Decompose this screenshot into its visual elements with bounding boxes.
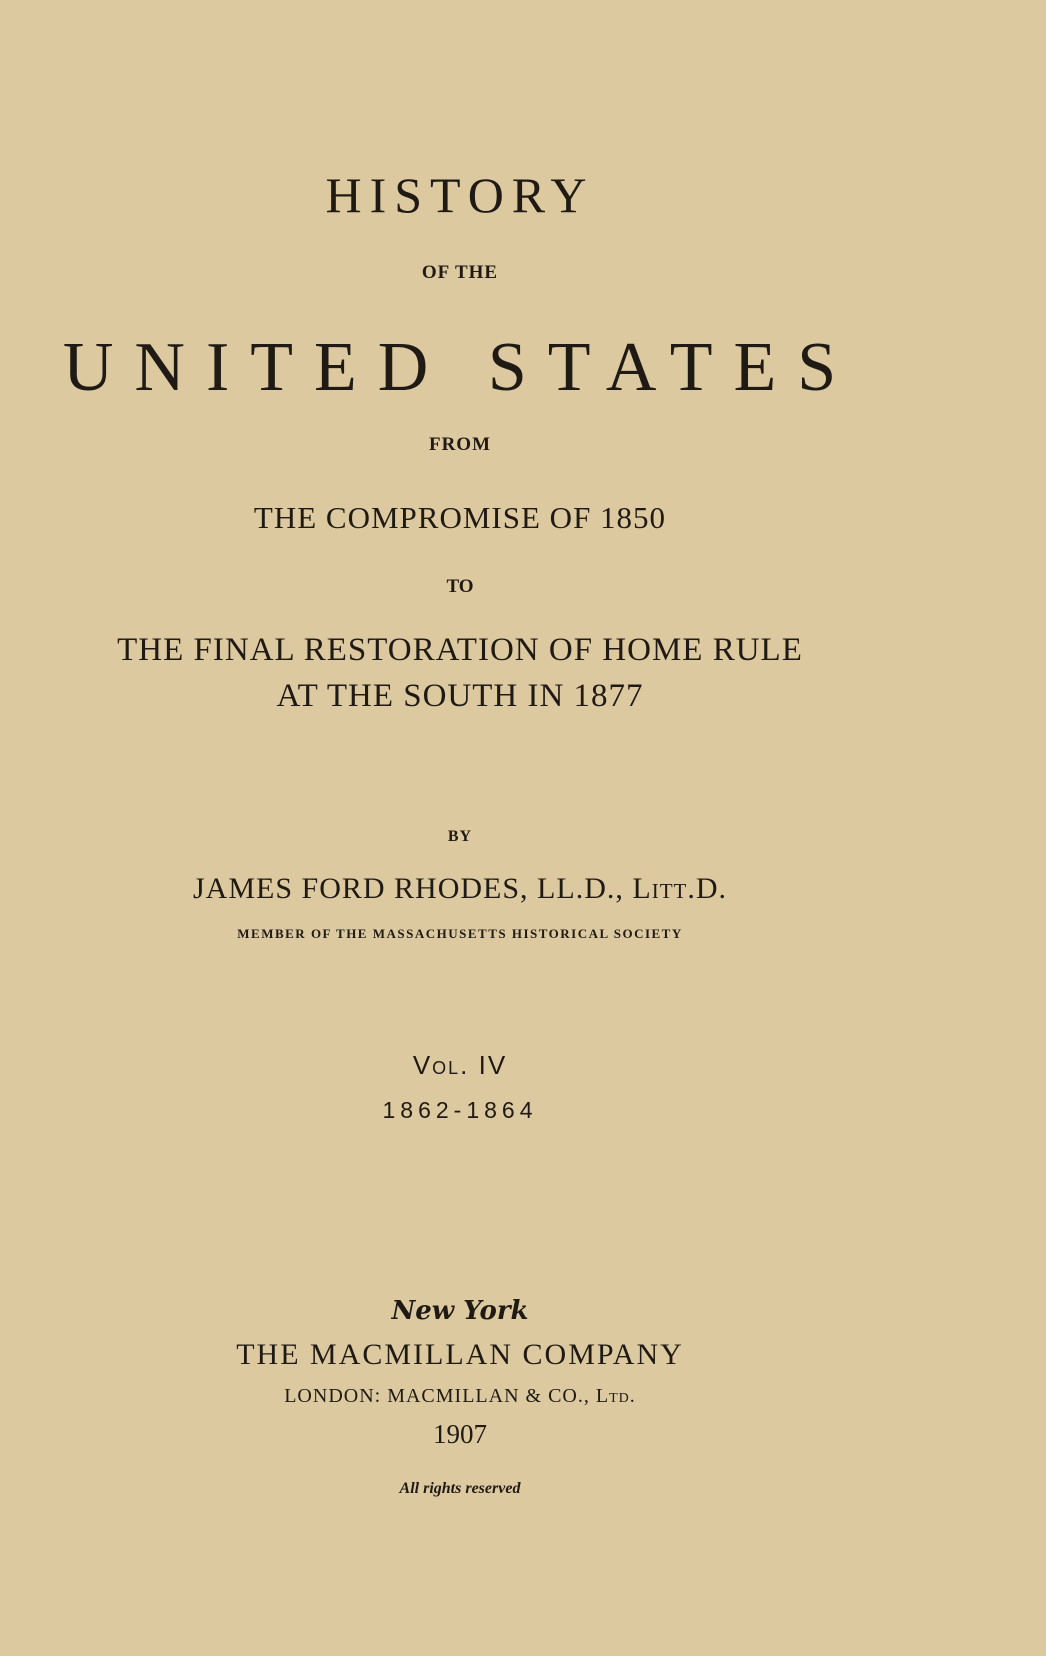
- volume-years: 1862-1864: [382, 1097, 538, 1123]
- publisher-london: LONDON: MACMILLAN & CO.,: [284, 1385, 596, 1407]
- subtitle-restoration-line2: AT THE SOUTH IN 1877: [276, 678, 644, 714]
- connector-from: FROM: [428, 434, 492, 455]
- publication-year: 1907: [433, 1419, 487, 1449]
- title-line-united-states: UNITED STATES: [62, 329, 858, 406]
- publisher-london-suffix: Ltd.: [595, 1385, 636, 1407]
- author-degree: Litt.D.: [632, 872, 728, 905]
- title-line-history: HISTORY: [325, 167, 595, 223]
- subtitle-compromise: THE COMPROMISE OF 1850: [253, 500, 667, 535]
- connector-of-the: OF THE: [421, 262, 499, 283]
- connector-by: BY: [447, 828, 473, 845]
- imprint-city: New York: [391, 1296, 529, 1326]
- rights-notice: All rights reserved: [399, 1480, 521, 1497]
- volume-number: Vol. IV: [412, 1050, 508, 1080]
- author-line: [0, 872, 920, 906]
- subtitle-restoration-line1: THE FINAL RESTORATION OF HOME RULE: [117, 632, 803, 668]
- publisher-name: THE MACMILLAN COMPANY: [236, 1338, 684, 1371]
- author-affiliation: MEMBER OF THE MASSACHUSETTS HISTORICAL SOCIETY: [237, 926, 683, 941]
- author-name: JAMES FORD RHODES, LL.D.,: [192, 872, 633, 905]
- publisher-london-line: [0, 1385, 920, 1408]
- connector-to: TO: [446, 576, 474, 597]
